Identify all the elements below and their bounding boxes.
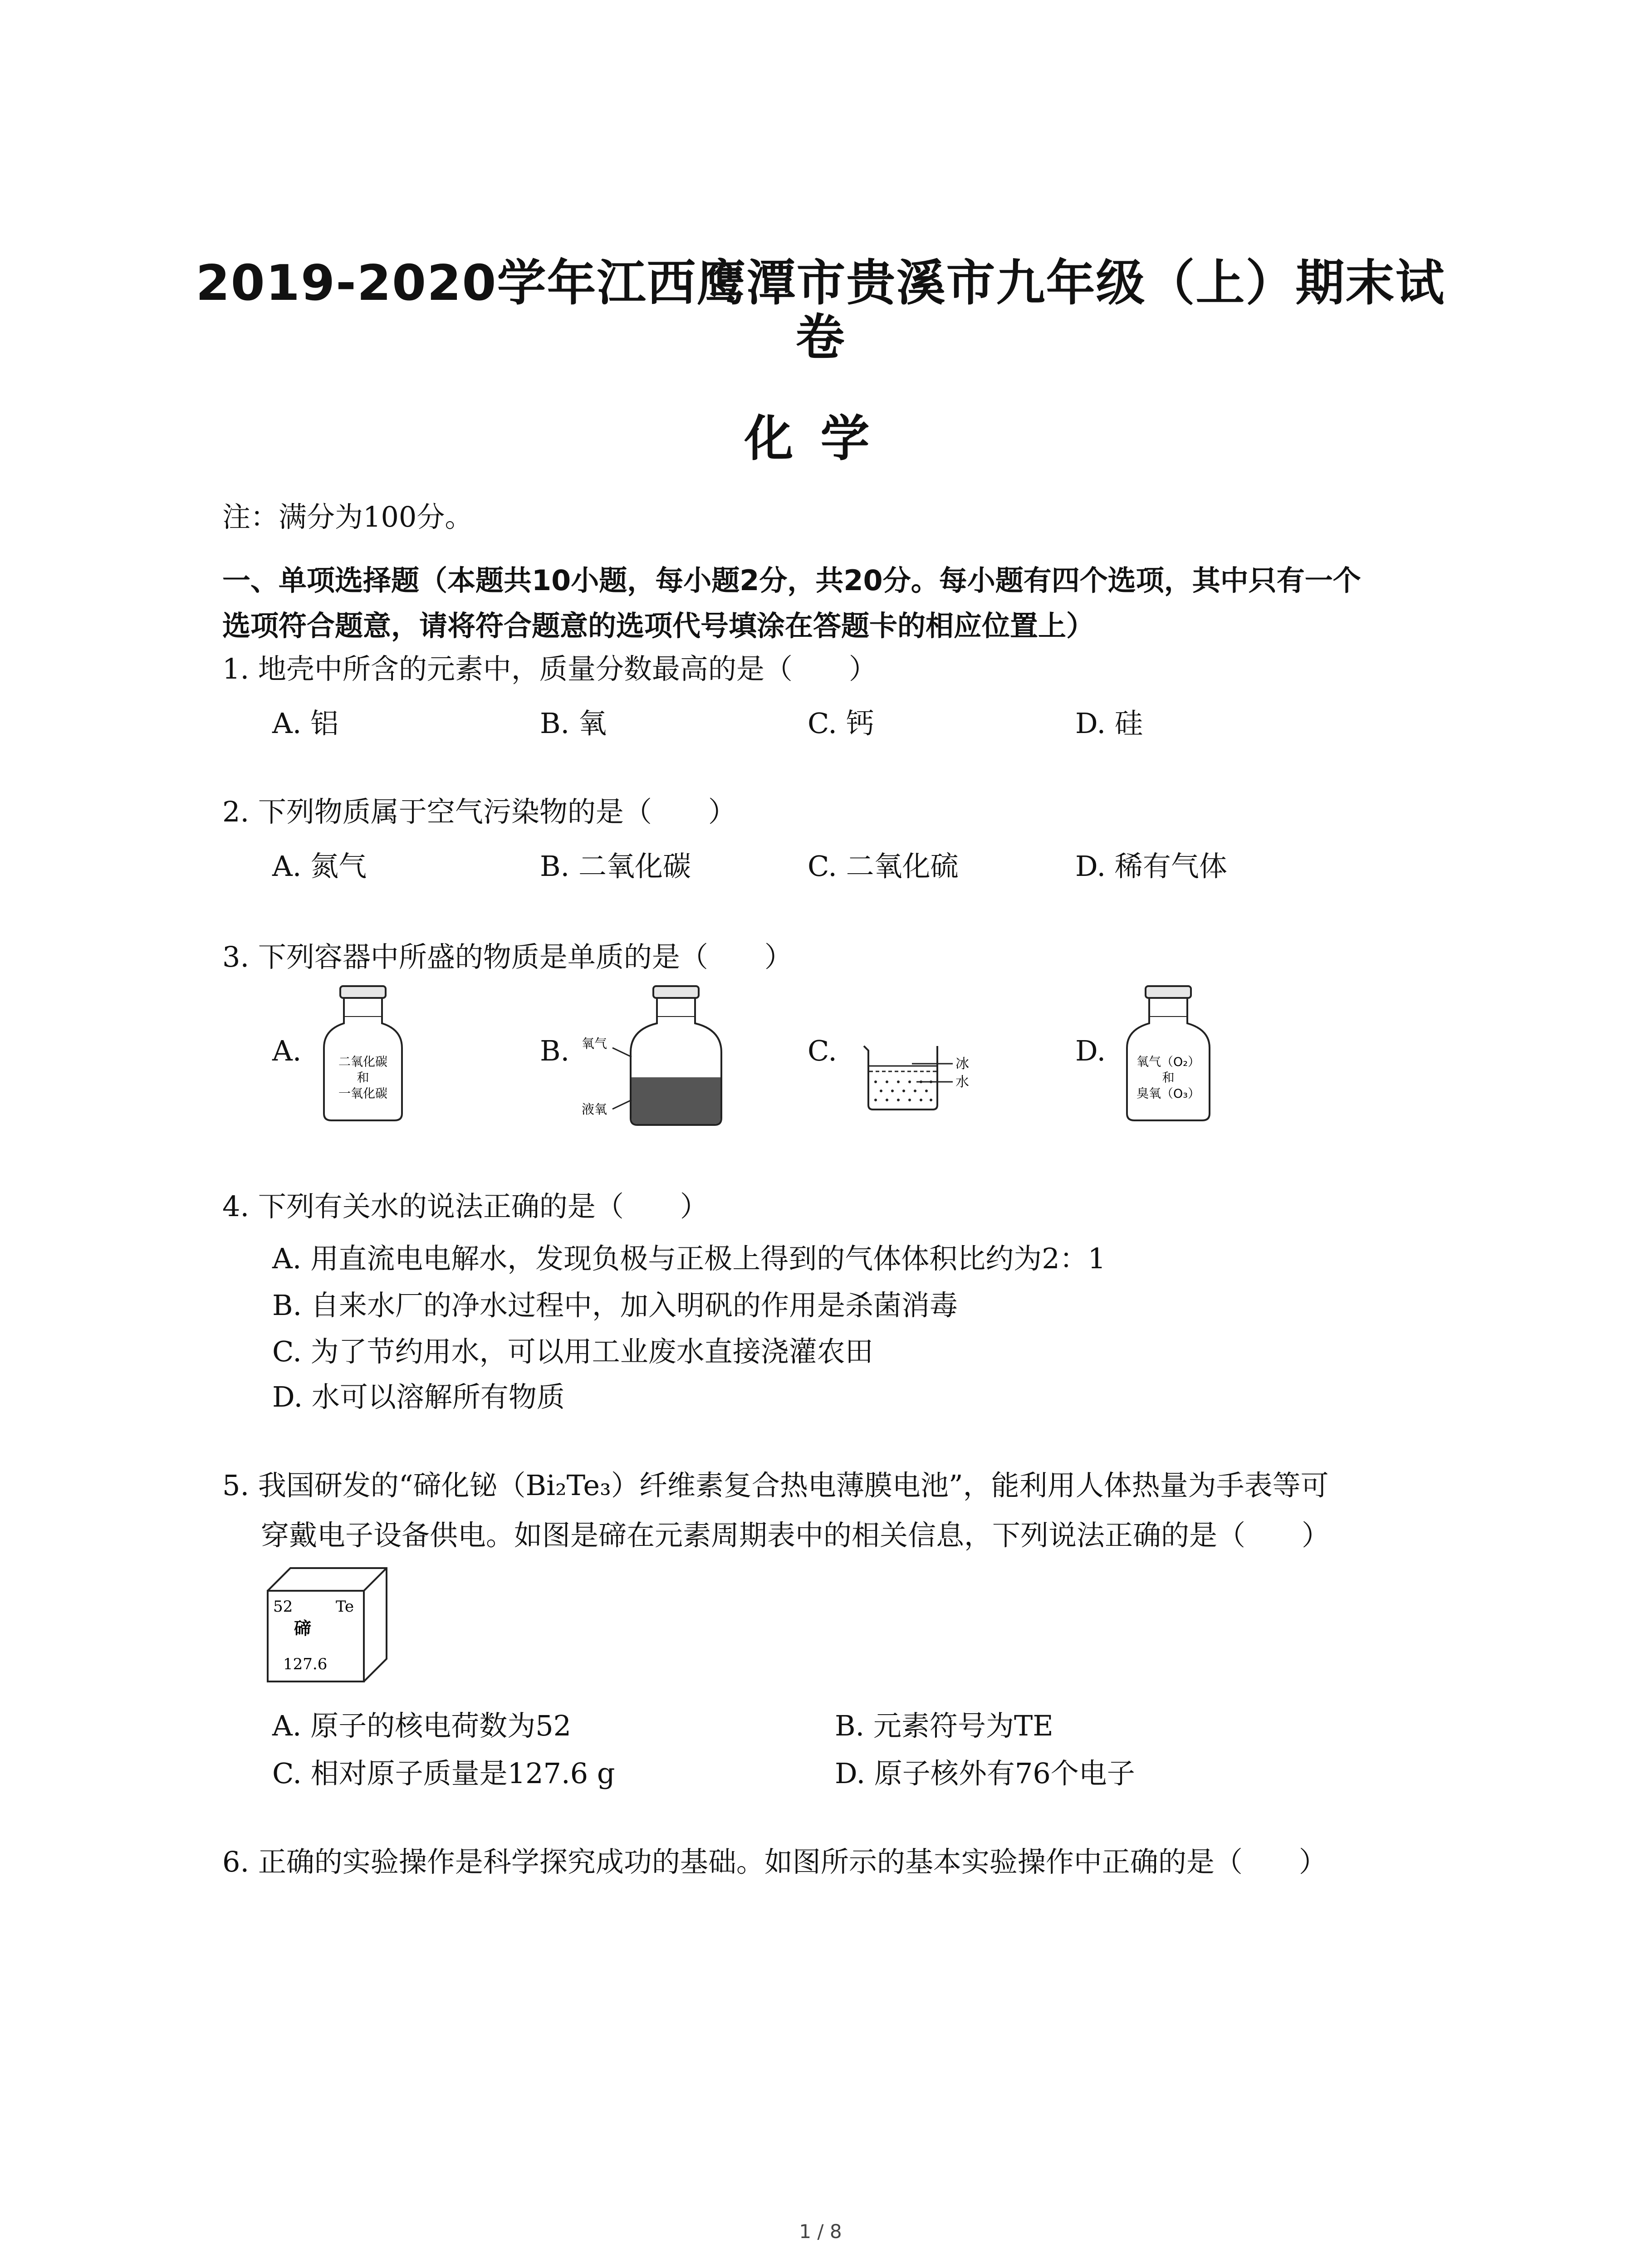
- page-number: 1 / 8: [799, 2220, 842, 2243]
- question-2-stem: 2. 下列物质属于空气污染物的是（ ）: [222, 795, 736, 828]
- question-1-option-b[interactable]: B. 氧: [540, 707, 607, 740]
- page-title-line2: 卷: [795, 309, 846, 366]
- bottle-b-label-liquid: 液氧: [582, 1102, 607, 1117]
- question-5-option-b[interactable]: B. 元素符号为TE: [835, 1709, 1053, 1742]
- bottle-a-label-1: 二氧化碳: [338, 1055, 387, 1069]
- bottle-a-label-2: 和: [357, 1071, 369, 1085]
- question-3-option-d-letter[interactable]: D.: [1075, 1034, 1106, 1067]
- gas-bottle-b-figure: [581, 984, 735, 1129]
- question-2-option-a[interactable]: A. 氮气: [272, 850, 367, 883]
- page-title-line1: 2019-2020学年江西鹰潭市贵溪市九年级（上）期末试: [196, 255, 1445, 312]
- question-1-option-a[interactable]: A. 铝: [272, 707, 339, 740]
- beaker-c-label-ice: 冰: [955, 1056, 969, 1072]
- question-3-stem: 3. 下列容器中所盛的物质是单质的是（ ）: [222, 940, 793, 973]
- bottle-d-label-2: 和: [1162, 1071, 1175, 1085]
- element-atomic-number: 52: [273, 1598, 293, 1616]
- question-2-option-c[interactable]: C. 二氧化硫: [808, 850, 959, 883]
- question-1-option-c[interactable]: C. 钙: [808, 707, 874, 740]
- section-heading-line2: 选项符合题意，请将符合题意的选项代号填涂在答题卡的相应位置上）: [222, 609, 1095, 642]
- question-2-option-d[interactable]: D. 稀有气体: [1075, 850, 1227, 883]
- question-5-option-d[interactable]: D. 原子核外有76个电子: [835, 1757, 1135, 1790]
- question-5-option-c[interactable]: C. 相对原子质量是127.6 g: [272, 1757, 615, 1790]
- question-4-stem: 4. 下列有关水的说法正确的是（ ）: [222, 1190, 708, 1223]
- question-1-option-d[interactable]: D. 硅: [1075, 707, 1143, 740]
- question-4-option-a[interactable]: A. 用直流电电解水，发现负极与正极上得到的气体体积比约为2：1: [272, 1242, 1106, 1275]
- section-heading-line1: 一、单项选择题（本题共10小题，每小题2分，共20分。每小题有四个选项，其中只有一个: [222, 564, 1361, 597]
- question-5-stem-line1: 5. 我国研发的“碲化铋（Bi₂Te₃）纤维素复合热电薄膜电池”，能利用人体热量为手表等可: [222, 1469, 1329, 1502]
- question-6-stem: 6. 正确的实验操作是科学探究成功的基础。如图所示的基本实验操作中正确的是（ ）: [222, 1845, 1327, 1878]
- question-4-option-c[interactable]: C. 为了节约用水，可以用工业废水直接浇灌农田: [272, 1335, 873, 1368]
- gas-bottle-d-figure: [1121, 984, 1216, 1125]
- element-name: 碲: [294, 1618, 312, 1638]
- question-3-option-a-letter[interactable]: A.: [272, 1034, 302, 1067]
- question-3-option-b-letter[interactable]: B.: [540, 1034, 570, 1067]
- tellurium-element-tile: [263, 1563, 390, 1685]
- question-4-option-b[interactable]: B. 自来水厂的净水过程中，加入明矾的作用是杀菌消毒: [272, 1289, 958, 1322]
- score-note: 注：满分为100分。: [222, 500, 473, 533]
- question-5-option-a[interactable]: A. 原子的核电荷数为52: [272, 1709, 572, 1742]
- question-5-stem-line2: 穿戴电子设备供电。如图是碲在元素周期表中的相关信息，下列说法正确的是（ ）: [261, 1519, 1330, 1552]
- bottle-d-label-3: 臭氧（O₃）: [1136, 1087, 1200, 1101]
- subject-title: 化学: [744, 411, 897, 467]
- beaker-c-label-water: 水: [955, 1074, 969, 1090]
- element-atomic-mass: 127.6: [283, 1655, 328, 1673]
- element-symbol: Te: [336, 1598, 354, 1616]
- gas-bottle-a-figure: [318, 984, 408, 1125]
- question-1-stem: 1. 地壳中所含的元素中，质量分数最高的是（ ）: [222, 652, 877, 685]
- bottle-d-label-1: 氧气（O₂）: [1136, 1055, 1200, 1069]
- question-2-option-b[interactable]: B. 二氧化碳: [540, 850, 691, 883]
- question-4-option-d[interactable]: D. 水可以溶解所有物质: [272, 1380, 565, 1413]
- bottle-a-label-3: 一氧化碳: [338, 1087, 387, 1101]
- beaker-c-figure: [862, 1043, 998, 1111]
- bottle-b-label-gas: 氧气: [582, 1036, 607, 1051]
- question-3-option-c-letter[interactable]: C.: [808, 1034, 837, 1067]
